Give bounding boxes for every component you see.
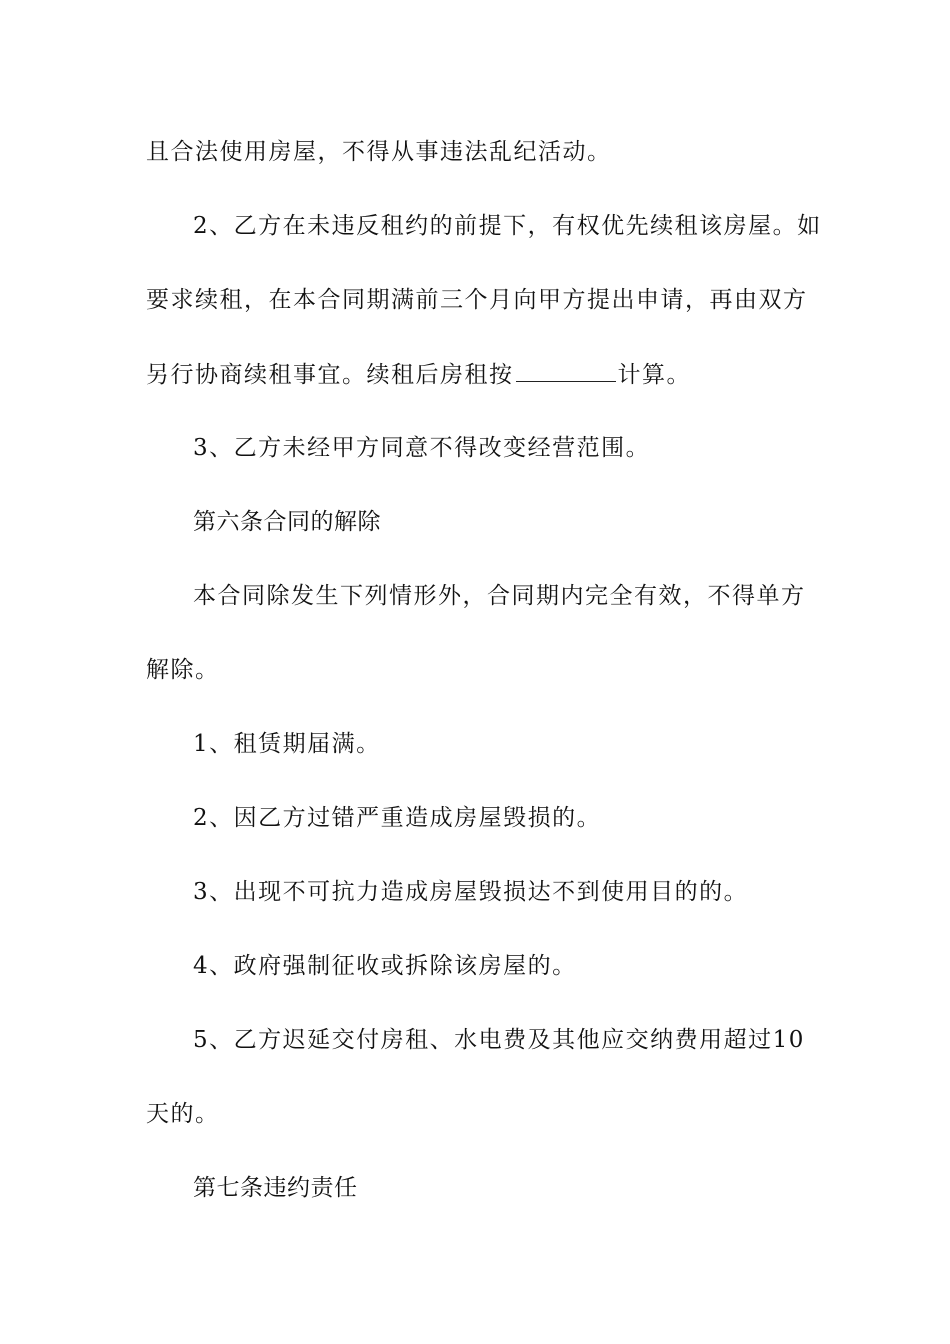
paragraph-line-3: 要求续租，在本合同期满前三个月向甲方提出申请，再由双方	[146, 287, 808, 313]
renewal-text-start: 另行协商续租事宜。续租后房租按	[146, 362, 514, 388]
paragraph-line-2: 2、乙方在未违反租约的前提下，有权优先续租该房屋。如	[193, 213, 822, 239]
section-heading-7: 第七条违约责任	[193, 1175, 358, 1201]
section-heading-6: 第六条合同的解除	[193, 509, 381, 535]
paragraph-line-5: 3、乙方未经甲方同意不得改变经营范围。	[193, 435, 651, 461]
paragraph-line-1: 且合法使用房屋，不得从事违法乱纪活动。	[146, 139, 612, 165]
list-item-5-continued: 天的。	[146, 1101, 220, 1127]
paragraph-line-7: 本合同除发生下列情形外，合同期内完全有效，不得单方	[193, 583, 806, 609]
list-item-3: 3、出现不可抗力造成房屋毁损达不到使用目的的。	[193, 879, 749, 905]
paragraph-line-8: 解除。	[146, 657, 220, 683]
list-item-1: 1、租赁期届满。	[193, 731, 381, 757]
paragraph-line-4	[146, 359, 806, 390]
renewal-text-end: 计算。	[617, 362, 691, 388]
list-item-4: 4、政府强制征收或拆除该房屋的。	[193, 953, 577, 979]
list-item-2: 2、因乙方过错严重造成房屋毁损的。	[193, 805, 602, 831]
list-item-5: 5、乙方迟延交付房租、水电费及其他应交纳费用超过10	[193, 1027, 805, 1053]
fill-in-blank	[516, 359, 616, 382]
